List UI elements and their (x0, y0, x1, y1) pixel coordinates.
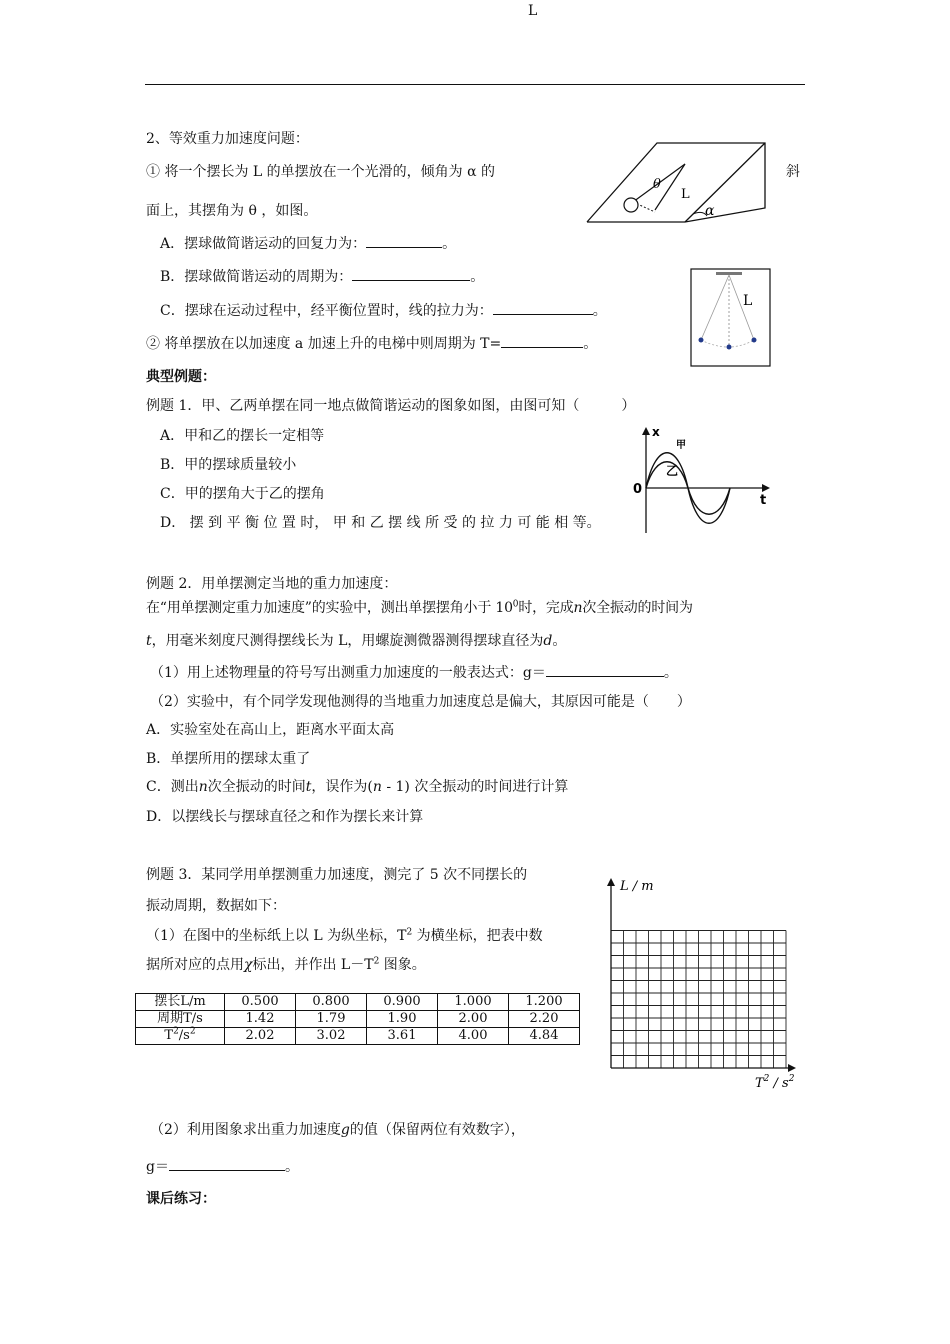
text-segment: - 1) 次全振动的时间进行计算 (381, 779, 569, 795)
table-cell: 1.200 (509, 994, 580, 1011)
option-b (160, 266, 484, 286)
theta-label: θ (653, 177, 661, 192)
answer-blank[interactable] (352, 266, 470, 281)
question-1-line-2: 面上，其摆角为 θ ，如图。 (146, 203, 318, 219)
superscript: 2 (763, 1074, 770, 1084)
yi-label: 乙 (666, 464, 679, 478)
text-segment: 标出，并作出 L－T (252, 957, 374, 973)
text-segment: 次全振动的时间 (207, 779, 306, 795)
table-cell: 3.02 (296, 1028, 367, 1045)
example-2-option-d: D．以摆线长与摆球直径之和作为摆长来计算 (146, 809, 424, 825)
symbol-n: n (198, 779, 208, 795)
table-cell: 1.79 (296, 1011, 367, 1028)
table-row (136, 994, 580, 1011)
symbol-g: g (340, 1122, 350, 1138)
text-segment: T (164, 1028, 174, 1043)
example-3-question-1 (146, 925, 543, 945)
example-1-option-b: B．甲的摆球质量较小 (160, 457, 297, 473)
superscript: 2 (788, 1074, 795, 1084)
divider-line (145, 84, 805, 85)
row-header: 周期T/s (136, 1011, 225, 1028)
question-2-text: ② 将单摆放在以加速度 a 加速上升的电梯中则周期为 T= (146, 336, 502, 352)
top-label: L (528, 3, 538, 19)
table-cell: 4.84 (509, 1028, 580, 1045)
text-segment: 图象。 (379, 957, 426, 973)
y-axis-label: L / m (620, 879, 654, 894)
example-2-line-2 (146, 630, 566, 650)
superscript: 2 (373, 956, 380, 967)
x-axis-label (755, 1074, 795, 1091)
text-segment: （2）利用图象求出重力加速度 (150, 1122, 341, 1138)
option-a (160, 233, 456, 253)
origin-label: 0 (633, 482, 643, 497)
answer-blank[interactable] (501, 333, 583, 348)
symbol-n: n (372, 779, 382, 795)
example-1-option-c: C．甲的摆角大于乙的摆角 (160, 486, 325, 502)
elevator-pendulum-figure (690, 268, 772, 368)
table-cell: 0.900 (367, 994, 438, 1011)
example-1-stem: 例题 1．甲、乙两单摆在同一地点做简谐运动的图象如图，由图可知（ ） (146, 398, 636, 414)
example-2-question-1 (150, 662, 678, 682)
example-2-option-a: A．实验室处在高山上，距离水平面太高 (146, 722, 395, 738)
example-2-question-2: （2）实验中，有个同学发现他测得的当地重力加速度总是偏大，其原因可能是（ ） (150, 694, 691, 710)
text-segment: g＝ (146, 1159, 169, 1175)
table-row (136, 1011, 580, 1028)
text-segment: C．测出 (146, 779, 199, 795)
oscillation-graph (632, 425, 777, 535)
text-segment: 。 (284, 1159, 299, 1175)
example-3-answer (146, 1156, 299, 1176)
example-2-option-c (146, 776, 568, 796)
option-a-text: A．摆球做简谐运动的回复力为： (160, 236, 367, 252)
label-segment: T (755, 1076, 764, 1091)
question-1-line-1: ① 将一个摆长为 L 的单摆放在一个光滑的，倾角为 α 的 (146, 164, 496, 180)
symbol-t: t (146, 633, 152, 649)
text-segment: 次全振动的时间为 (582, 600, 693, 616)
grid-lines (611, 931, 786, 1069)
table-cell: 1.000 (438, 994, 509, 1011)
text-segment: 为横坐标，把表中数 (412, 928, 543, 944)
typical-examples-heading: 典型例题： (146, 369, 216, 385)
period-mark: 。 (583, 336, 598, 352)
example-3-question-2 (150, 1119, 525, 1139)
row-header: 摆长L/m (136, 994, 225, 1011)
x-axis-label: x (652, 425, 660, 439)
example-1-option-d: D． 摆 到 平 衡 位 置 时， 甲 和 乙 摆 线 所 受 的 拉 力 可 能 相 等。 (160, 515, 601, 531)
example-2-stem: 例题 2．用单摆测定当地的重力加速度： (146, 576, 398, 592)
alpha-label: α (705, 203, 715, 219)
period-mark: 。 (663, 665, 678, 681)
incline-pendulum-figure (585, 140, 775, 226)
pendulum-data-table (135, 993, 580, 1045)
question-1-line-1-end: 斜 (786, 164, 800, 180)
symbol-n: n (573, 600, 583, 616)
table-cell: 3.61 (367, 1028, 438, 1045)
period-mark: 。 (470, 269, 485, 285)
example-2-option-b: B．单摆所用的摆球太重了 (146, 751, 311, 767)
section-2-title: 2、等效重力加速度问题： (146, 131, 309, 147)
example-3-question-1-line-2 (146, 954, 426, 974)
text-segment: 。 (552, 633, 567, 649)
after-class-heading: 课后练习： (146, 1191, 216, 1207)
example-1-option-a: A．甲和乙的摆长一定相等 (160, 428, 325, 444)
period-mark: 。 (442, 236, 457, 252)
answer-blank[interactable] (366, 233, 442, 248)
answer-blank[interactable] (546, 662, 664, 677)
symbol-chi: χ (244, 957, 253, 973)
text-segment: 时，完成 (518, 600, 574, 616)
option-b-text: B．摆球做简谐运动的周期为： (160, 269, 353, 285)
example-3-stem: 例题 3．某同学用单摆测重力加速度，测完了 5 次不同摆长的 (146, 867, 528, 883)
table-cell: 1.90 (367, 1011, 438, 1028)
table-cell: 2.00 (438, 1011, 509, 1028)
option-c (160, 300, 607, 320)
row-header (136, 1028, 225, 1045)
label-segment: / s (769, 1076, 789, 1091)
text-segment: ，误作为( (311, 779, 373, 795)
degree-superscript: 0 (512, 599, 519, 610)
answer-blank[interactable] (493, 300, 593, 315)
answer-blank[interactable] (169, 1156, 285, 1171)
text-segment: 的值（保留两位有效数字）， (349, 1122, 525, 1138)
text-segment: 在“用单摆测定重力加速度”的实验中，测出单摆摆角小于 10 (146, 600, 513, 616)
superscript: 2 (189, 1026, 196, 1037)
period-mark: 。 (592, 303, 607, 319)
table-row (136, 1028, 580, 1045)
t-axis-label: t (760, 493, 767, 508)
question-2 (146, 333, 597, 353)
example-2-line-1 (146, 597, 693, 617)
symbol-t: t (305, 779, 312, 795)
table-cell: 2.20 (509, 1011, 580, 1028)
table-cell: 2.02 (225, 1028, 296, 1045)
example-3-stem-2: 振动周期，数据如下： (146, 898, 286, 914)
table-cell: 0.500 (225, 994, 296, 1011)
coordinate-grid[interactable] (600, 872, 810, 1092)
superscript: 2 (406, 927, 413, 938)
table-cell: 1.42 (225, 1011, 296, 1028)
length-label: L (743, 293, 753, 309)
option-c-text: C．摆球在运动过程中，经平衡位置时，线的拉力为： (160, 303, 493, 319)
table-cell: 0.800 (296, 994, 367, 1011)
text-segment: ，用毫米刻度尺测得摆线长为 L，用螺旋测微器测得摆球直径为 (151, 633, 544, 649)
question-text: （1）用上述物理量的符号写出测重力加速度的一般表达式：g＝ (150, 665, 546, 681)
text-segment: 据所对应的点用 (146, 957, 244, 973)
length-label: L (681, 187, 690, 202)
symbol-d: d (543, 633, 553, 649)
superscript: 2 (173, 1026, 179, 1037)
jia-label: 甲 (676, 440, 686, 451)
table-cell: 4.00 (438, 1028, 509, 1045)
text-segment: （1）在图中的坐标纸上以 L 为纵坐标，T (146, 928, 407, 944)
text-segment: /s (178, 1028, 190, 1043)
